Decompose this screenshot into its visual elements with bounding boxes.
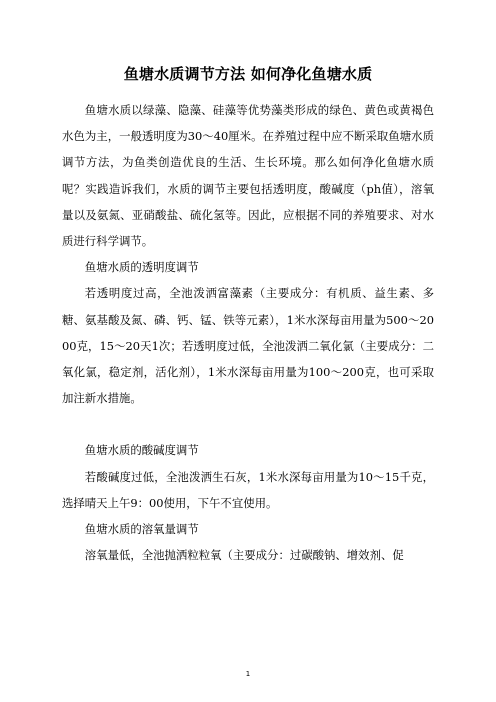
section-heading-ph: 鱼塘水质的酸碱度调节 xyxy=(84,443,199,458)
section-text-ph: 若酸碱度过低，全池泼洒生石灰，1米水深每亩用量为10～15千克，选择晴天上午9：00使用，下午不宜使用。 xyxy=(62,469,434,510)
intro-paragraph: 鱼塘水质以绿藻、隐藻、硅藻等优势藻类形成的绿色、黄色或黄褐色水色为主，一般透明度为30～40厘米。在养殖过程中应不断采取鱼塘水质调节方法，为鱼类创造优良的生活、生长环境。那么如何净化鱼塘水质呢？实践造诉我们，水质的调节主要包括透明度，酸碱度（ph值），溶氧量以及氨氮、亚硝酸盐、硫化氢等。因此，应根据不同的养殖要求、对水质进行科学调节。 xyxy=(62,103,434,249)
document-title: 鱼塘水质调节方法 如何净化鱼塘水质 xyxy=(123,65,373,83)
section-text-oxygen: 溶氧量低，全池抛洒粒粒氧（主要成分：过碳酸钠、增效剂、促 xyxy=(84,548,404,563)
document-body xyxy=(62,97,434,568)
section-text-transparency: 若透明度过高，全池泼洒富藻素（主要成分：有机质、益生素、多糖、氨基酸及氮、磷、钙、锰、铁等元素），1米水深每亩用量为500～2000克，15～20天1次；若透明度过低，全池泼洒二氧化氯（主要成分：二氧化氯，稳定剂，活化剂），1米水深每亩用量为100～200克，也可采取加注新水措施。 xyxy=(62,286,434,406)
paragraph-gap xyxy=(62,411,434,437)
page-number: 1 xyxy=(245,670,251,678)
section-heading-oxygen: 鱼塘水质的溶氧量调节 xyxy=(84,522,199,537)
section-heading-transparency: 鱼塘水质的透明度调节 xyxy=(84,260,199,275)
